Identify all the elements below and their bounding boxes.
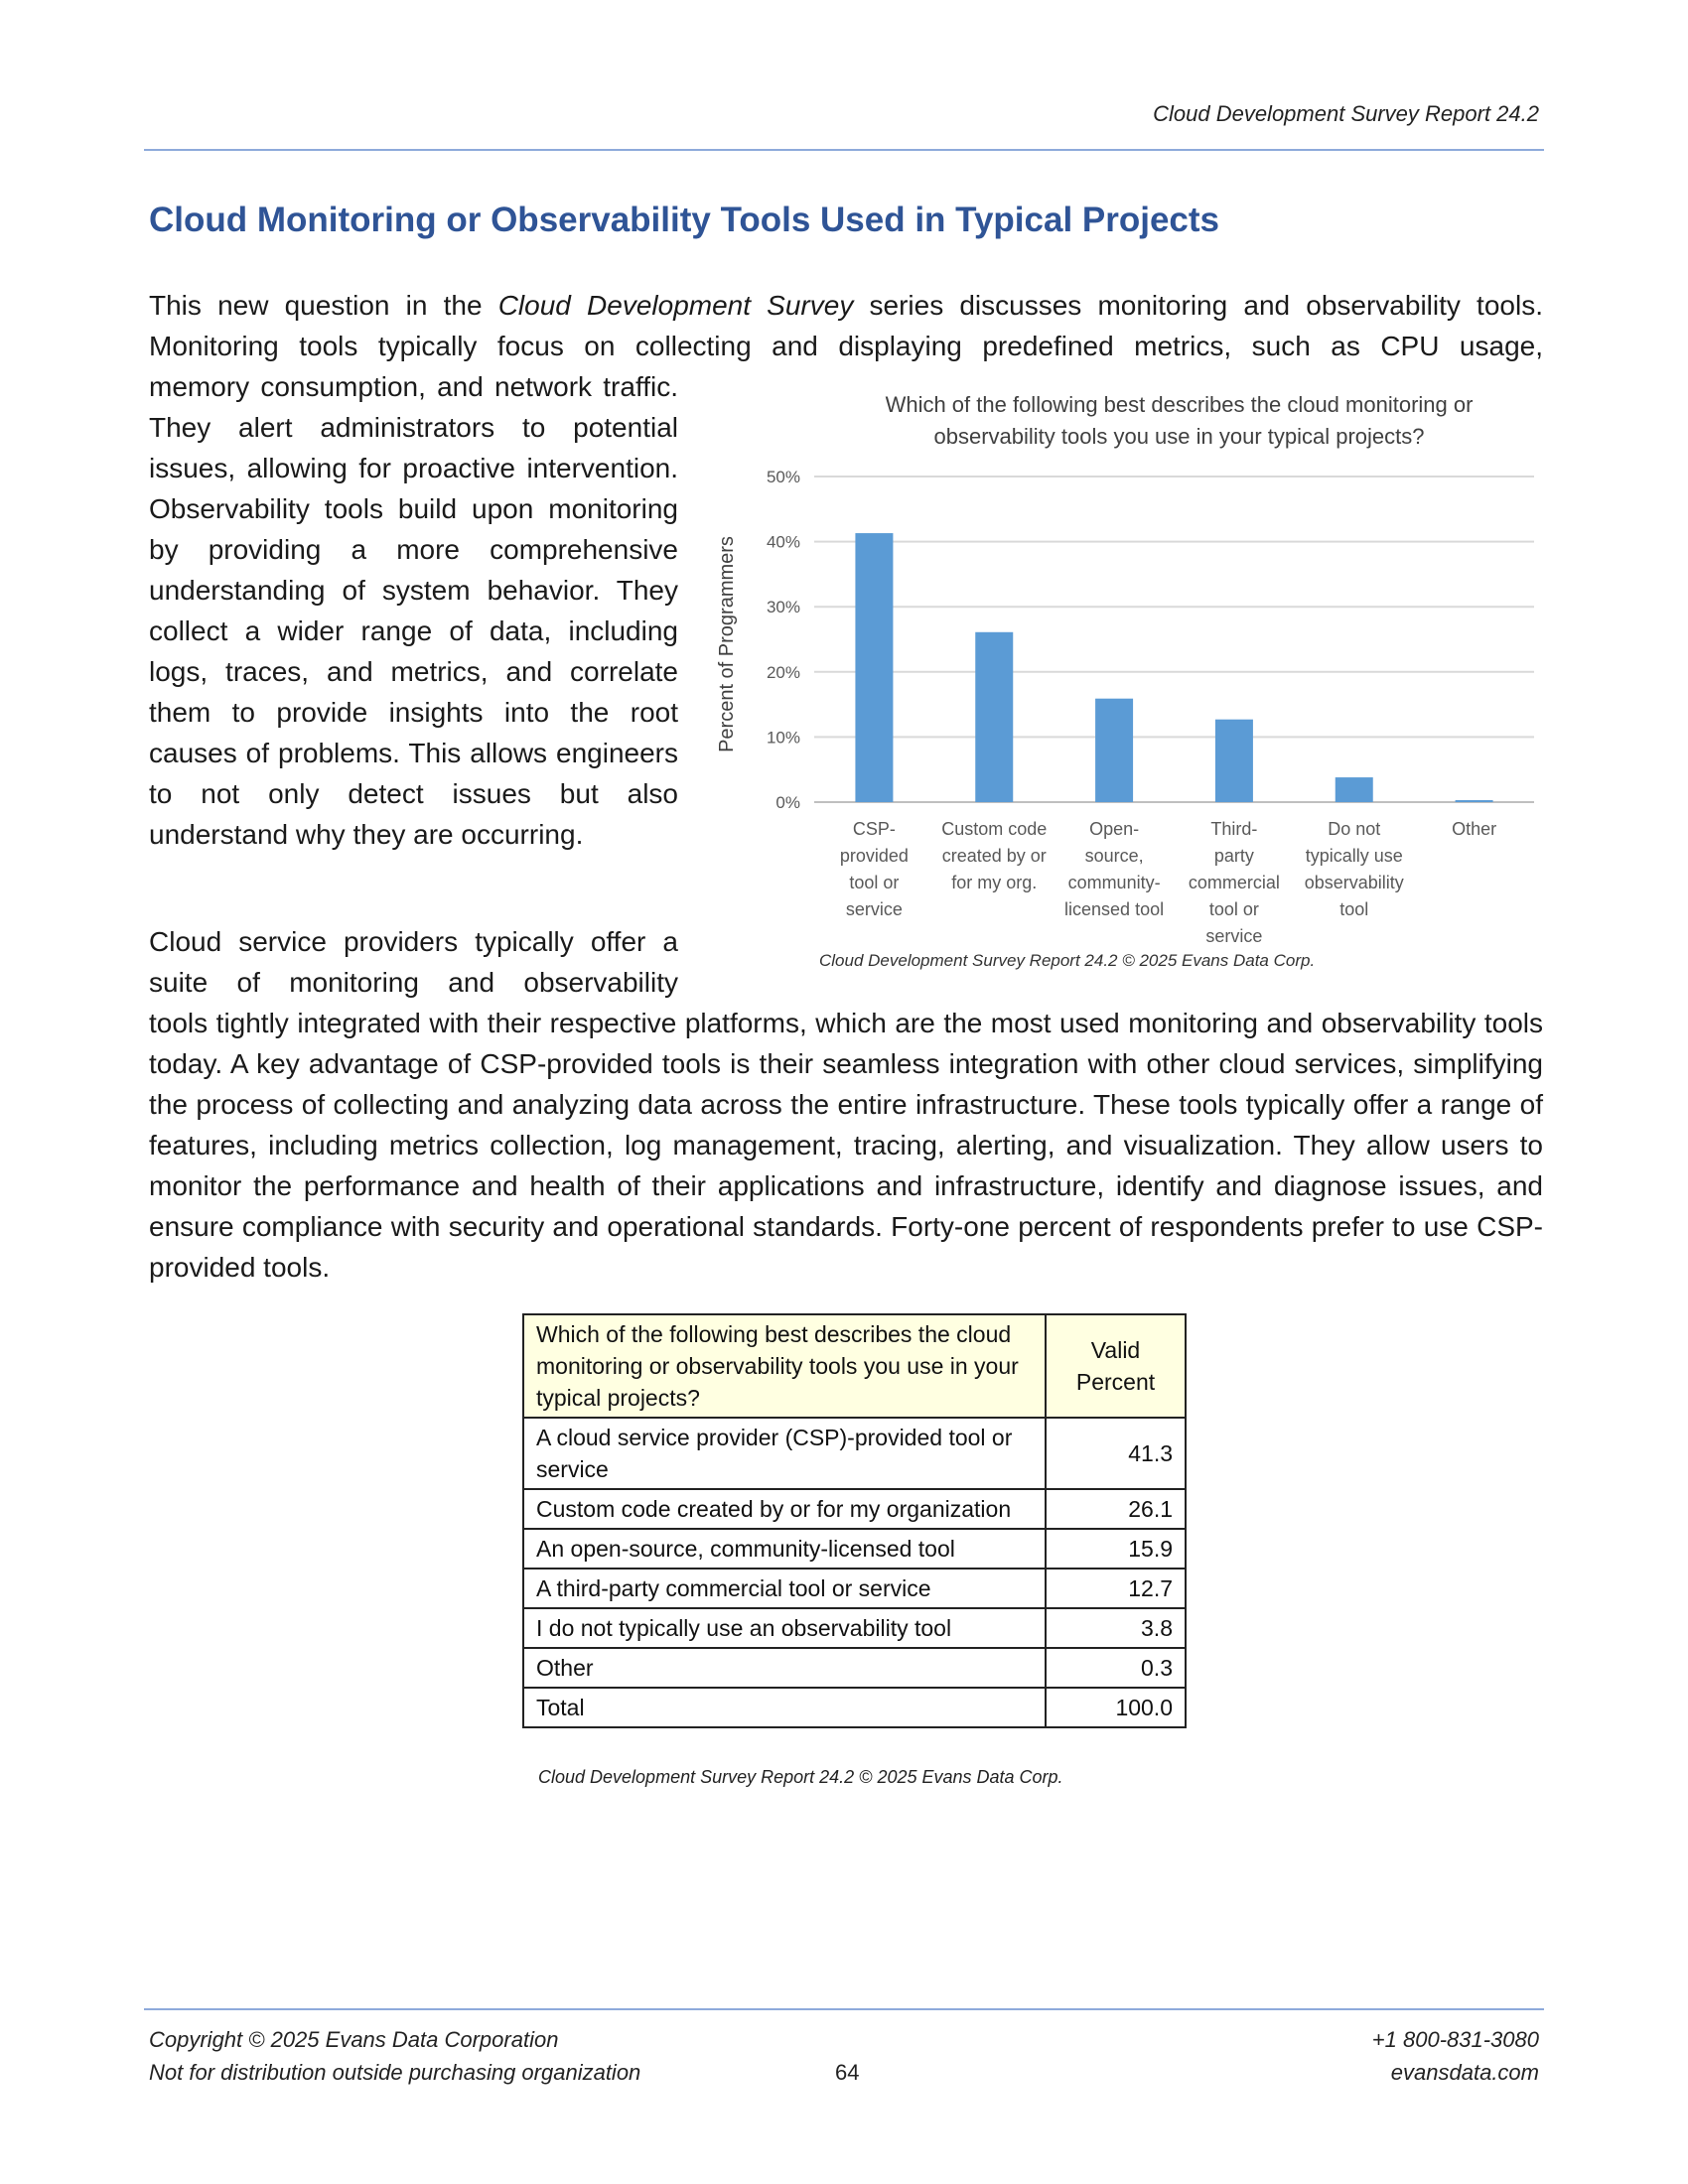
table-header-row [523,1314,1186,1418]
chart-y-tick-label: 50% [766,468,800,486]
chart-x-tick-label: observability [1304,873,1404,892]
table-row-label: An open-source, community-licensed tool [523,1529,1046,1569]
chart-bar [1336,777,1373,802]
chart-x-tick-label: typically use [1305,846,1403,866]
table-source-note: Cloud Development Survey Report 24.2 © 2025 Evans Data Corp. [538,1767,1063,1787]
chart-x-tick-label: tool or [1208,899,1259,919]
chart-x-tick-label: created by or [941,846,1047,866]
bar-chart [695,387,1549,983]
survey-name-emphasis: Cloud Development Survey [497,290,854,321]
chart-title-line: Which of the following best describes the cloud monitoring or [885,392,1474,417]
chart-bar [1456,800,1493,802]
table-header-value: Valid Percent [1046,1314,1186,1418]
table-row-value: 3.8 [1046,1608,1186,1648]
chart-x-tick-label: community- [1067,873,1161,892]
chart-x-tick-label: Custom code [941,819,1048,839]
chart-x-tick-label: Other [1452,819,1497,839]
chart-x-tick-label: service [845,899,903,919]
table-header-question: Which of the following best describes the cloud monitoring or observability tools you use in your typical projects? [523,1314,1046,1418]
paragraph-2-full [149,1003,1543,1288]
chart-x-tick-label: CSP- [852,819,896,839]
results-table [522,1313,1187,1728]
chart-x-tick-label: tool or [849,873,900,892]
chart-y-axis-label: Percent of Programmers [716,536,738,752]
table-row-value: 41.3 [1046,1418,1186,1489]
chart-bar [1095,699,1133,802]
paragraph-2-wrapped [149,921,678,1003]
table-row-label: A third-party commercial tool or service [523,1569,1046,1608]
table-row-value: 0.3 [1046,1648,1186,1688]
chart-x-tick-label: commercial [1188,873,1280,892]
footer-phone: +1 800-831-3080 [1371,2027,1539,2052]
paragraph-1-body: memory consumption, and network traffic. They alert administrators to potential issues, allowing for proactive intervention. Observability tools build upon monitoring by providing a more comprehensive understanding of system behavior. They collect a wider range of data, including logs, traces, and metrics, and correlate them to provide insights into the root causes of problems. This allows engineers to not only detect issues but also understand why they are occurring. [149,371,678,850]
section-title: Cloud Monitoring or Observability Tools Used in Typical Projects [149,201,1220,239]
footer-distribution: Not for distribution outside purchasing organization [149,2060,641,2085]
chart-y-tick-label: 40% [766,532,800,552]
chart-x-tick-label: party [1213,846,1254,866]
page-number: 64 [835,2060,860,2085]
paragraph-2-body: tools tightly integrated with their respective platforms, which are the most used monitoring and observability tools today. A key advantage of CSP-provided tools is their seamless integration with other cloud services, simplifying the process of collecting and analyzing data across the entire infrastructure. These tools typically offer a range of features, including metrics collection, log management, tracing, alerting, and visualization. They allow users to monitor the performance and health of their applications and infrastructure, identify and diagnose issues, and ensure compliance with security and operational standards. Forty-one percent of respondents prefer to use CSP-provided tools. [149,1008,1543,1283]
chart-title-line: observability tools you use in your typical projects? [933,424,1425,449]
table-row-label: Custom code created by or for my organization [523,1489,1046,1529]
paragraph-2-start: Cloud service providers typically offer a suite of monitoring and observability [149,926,678,998]
paragraph-1-wrapped [149,366,678,855]
table-row [523,1529,1186,1569]
table-row [523,1648,1186,1688]
chart-x-tick-label: licensed tool [1064,899,1165,919]
chart-canvas [695,387,1549,953]
table-row-value: 12.7 [1046,1569,1186,1608]
header-rule [144,149,1544,151]
chart-bar [975,632,1013,802]
table-row-label: Total [523,1688,1046,1727]
chart-x-tick-label: for my org. [951,873,1038,892]
table-row [523,1569,1186,1608]
table-row-label: I do not typically use an observability tool [523,1608,1046,1648]
footer-copyright: Copyright © 2025 Evans Data Corporation [149,2027,559,2052]
chart-y-tick-label: 0% [775,793,800,812]
footer-rule [144,2008,1544,2010]
chart-x-tick-label: source, [1084,846,1144,866]
results-table-wrap [522,1313,1187,1728]
chart-x-tick-label: Open- [1089,819,1140,839]
chart-y-tick-label: 10% [766,728,800,748]
running-header: Cloud Development Survey Report 24.2 [1153,101,1539,126]
chart-source-note: Cloud Development Survey Report 24.2 © 2025 Evans Data Corp. [819,951,1316,970]
table-row-value: 26.1 [1046,1489,1186,1529]
chart-x-tick-label: provided [839,846,909,866]
chart-bar [1215,720,1253,802]
table-row [523,1688,1186,1727]
paragraph-1-pre: This new question in the [149,290,498,321]
chart-bar [855,533,893,802]
footer-website: evansdata.com [1390,2060,1539,2085]
chart-x-tick-label: tool [1339,899,1369,919]
chart-x-tick-label: service [1205,926,1263,946]
table-row-label: A cloud service provider (CSP)-provided tool or service [523,1418,1046,1489]
chart-x-tick-label: Do not [1328,819,1381,839]
table-row-value: 100.0 [1046,1688,1186,1727]
table-row [523,1489,1186,1529]
paragraph-1-intro [149,285,1543,366]
table-row [523,1418,1186,1489]
table-row-label: Other [523,1648,1046,1688]
chart-x-tick-label: Third- [1210,819,1258,839]
table-row-value: 15.9 [1046,1529,1186,1569]
chart-y-tick-label: 30% [766,598,800,617]
paragraph-1-post: series discusses monitoring and observability tools. Monitoring tools typically focus on collecting and displaying predefined metrics, such as CPU usage, [149,290,1543,361]
chart-y-tick-label: 20% [766,662,800,682]
table-row [523,1608,1186,1648]
